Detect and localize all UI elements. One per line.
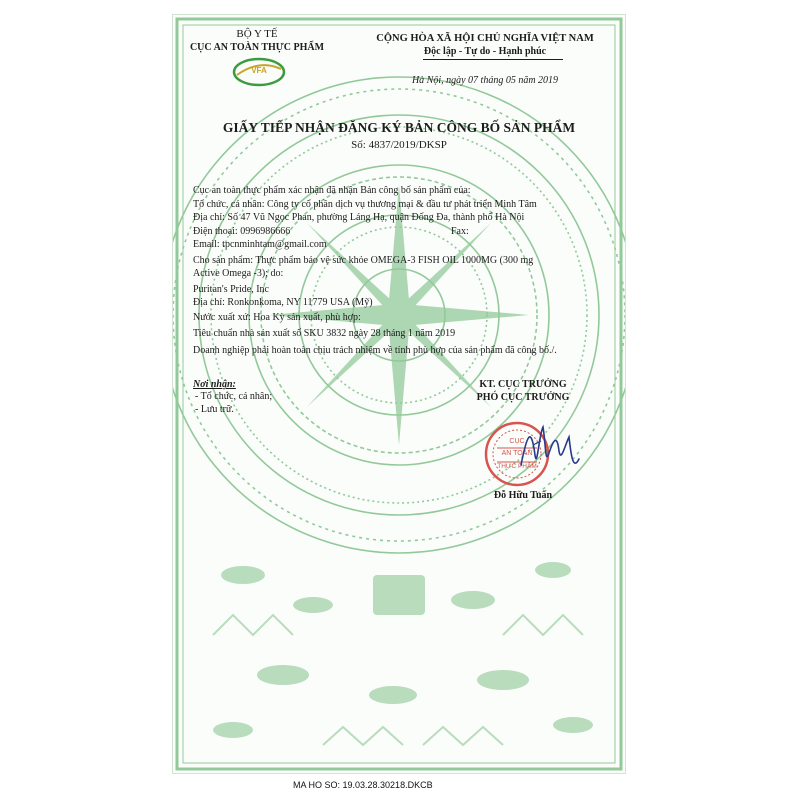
address-line: Địa chỉ: Số 47 Vũ Ngọc Phan, phường Láng Hạ, quận Đống Đa, thành phố Hà Nội	[193, 212, 525, 223]
stamp-text-1: CỤC	[509, 438, 525, 445]
manufacturer-address: Địa chỉ: Ronkonkoma, NY 11779 USA (Mỹ)	[193, 297, 373, 308]
stamp-text-2: AN TOÀN	[501, 450, 533, 457]
document-page	[172, 14, 626, 774]
stamp-text-3: THỰC PHẨM	[497, 463, 537, 470]
recipient-item: - Tổ chức, cá nhân;	[195, 391, 273, 402]
origin-line: Nước xuất xứ: Hoa Kỳ sản xuất, phù hợp:	[193, 312, 361, 323]
country-name: CỘNG HÒA XÃ HỘI CHỦ NGHĨA VIỆT NAM	[376, 33, 594, 44]
signer-role-1: KT. CỤC TRƯỞNG	[479, 379, 567, 390]
manufacturer-line: Puritan's Pride, Inc	[193, 284, 269, 295]
document-number: Số: 4837/2019/DKSP	[351, 139, 447, 151]
file-code: MA HO SO: 19.03.28.30218.DKCB	[293, 780, 433, 790]
intro-line: Cục an toàn thực phẩm xác nhận đã nhận Bản công bố sản phẩm của:	[193, 185, 471, 196]
ministry-name: BỘ Y TẾ	[236, 28, 278, 40]
standard-line: Tiêu chuẩn nhà sản xuất số SKU 3832 ngày 28 tháng 1 năm 2019	[193, 328, 456, 339]
recipients-heading: Nơi nhận:	[193, 379, 236, 390]
product-line-1: Cho sản phẩm: Thực phẩm bảo vệ sức khỏe OMEGA-3 FISH OIL 1000MG (300 mg	[193, 255, 534, 266]
document-title: GIẤY TIẾP NHẬN ĐĂNG KÝ BẢN CÔNG BỐ SẢN PHẨM	[222, 120, 576, 135]
handwritten-signature	[513, 415, 593, 485]
motto-underline	[423, 59, 563, 60]
signer-role-2: PHÓ CỤC TRƯỞNG	[476, 392, 570, 403]
signer-name: Đỗ Hữu Tuấn	[493, 490, 553, 501]
national-motto: Độc lập - Tự do - Hạnh phúc	[423, 46, 547, 57]
place-date: Hà Nội, ngày 07 tháng 05 năm 2019	[411, 75, 559, 86]
responsibility-line: Doanh nghiệp phải hoàn toàn chịu trách nhiệm về tính phù hợp của sản phẩm đã công bố./.	[193, 345, 557, 356]
agency-name: CỤC AN TOÀN THỰC PHẨM	[189, 42, 325, 53]
phone-line: Điện thoại: 0996986666	[193, 226, 291, 237]
vfa-logo-text: VFA	[251, 66, 267, 75]
organization-line: Tổ chức, cá nhân: Công ty cổ phần dịch vụ thương mại & đầu tư phát triển Minh Tâm	[193, 199, 537, 210]
product-line-2: Active Omega -3); do:	[193, 268, 284, 279]
fax-line: Fax:	[451, 226, 469, 237]
recipient-item: - Lưu trữ.	[195, 404, 234, 415]
email-line: Email: tpcnminhtam@gmail.com	[193, 239, 327, 250]
